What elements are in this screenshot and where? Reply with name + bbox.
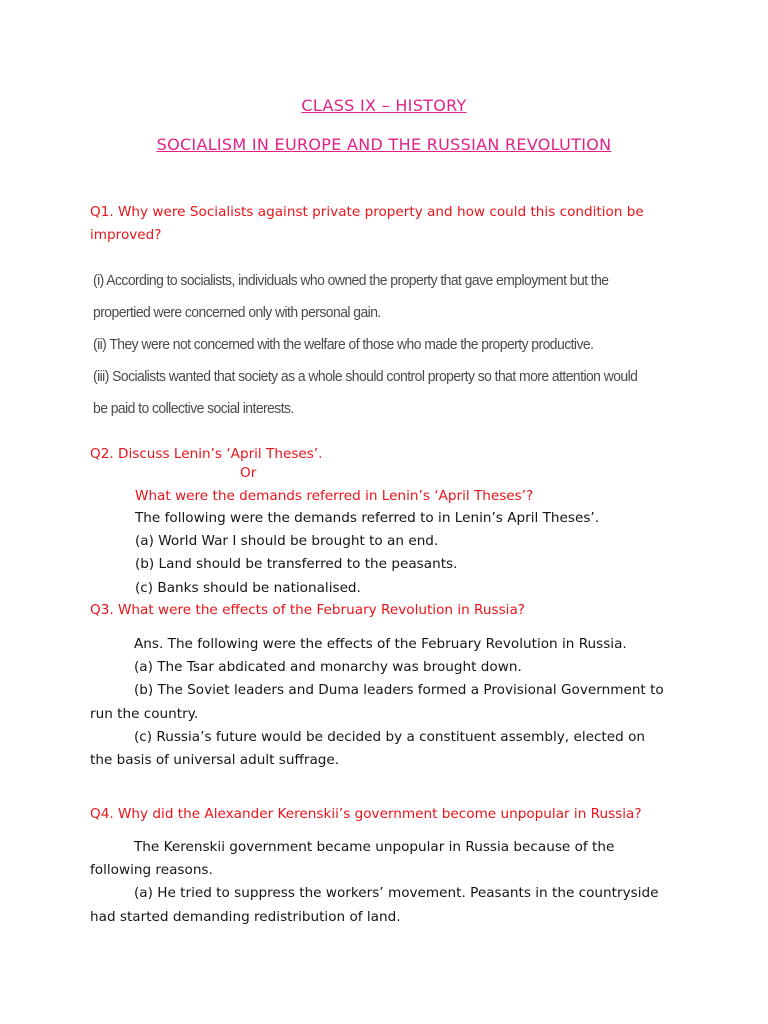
question-2-or: Or xyxy=(240,465,257,481)
answer-3-line: (b) The Soviet leaders and Duma leaders formed a Provisional Government to xyxy=(134,682,664,699)
answer-2-line: (a) World War I should be brought to an end. xyxy=(135,533,439,550)
answer-3-line: Ans. The following were the effects of the February Revolution in Russia. xyxy=(134,636,627,652)
answer-3 xyxy=(90,633,664,772)
answer-2-line: The following were the demands referred to in Lenin’s April Theses’. xyxy=(135,510,600,526)
question-3: Q3. What were the effects of the February Revolution in Russia? xyxy=(90,602,525,618)
answer-4-line: following reasons. xyxy=(90,862,213,879)
question-4: Q4. Why did the Alexander Kerenskii’s government become unpopular in Russia? xyxy=(90,806,642,822)
question-1 xyxy=(90,201,644,247)
class-title: CLASS IX – HISTORY xyxy=(301,96,467,115)
question-1-line-1: Q1. Why were Socialists against private property and how could this condition be xyxy=(90,204,644,220)
answer-1-line: be paid to collective social interests. xyxy=(93,400,294,417)
answer-1-line: (ii) They were not concerned with the welfare of those who made the property productive. xyxy=(93,336,594,353)
answer-2-line: (c) Banks should be nationalised. xyxy=(135,579,361,596)
answer-4-line: had started demanding redistribution of land. xyxy=(90,908,401,925)
answer-3-line: run the country. xyxy=(90,705,199,722)
answer-3-line: (c) Russia’s future would be decided by a constituent assembly, elected on xyxy=(134,728,646,745)
answer-1-image-text xyxy=(93,265,638,425)
answer-1-line: (i) According to socialists, individuals who owned the property that gave employment but the xyxy=(93,272,609,289)
answer-3-line: (a) The Tsar abdicated and monarchy was brought down. xyxy=(134,659,522,676)
question-2: Q2. Discuss Lenin’s ‘April Theses’. xyxy=(90,446,323,462)
answer-1-line: propertied were concerned only with personal gain. xyxy=(93,304,381,321)
answer-2 xyxy=(135,507,599,600)
answer-3-line: the basis of universal adult suffrage. xyxy=(90,752,340,769)
answer-4-line: (a) He tried to suppress the workers’ movement. Peasants in the countryside xyxy=(134,885,659,902)
answer-2-line: (b) Land should be transferred to the peasants. xyxy=(135,556,458,573)
question-2-alt: What were the demands referred in Lenin’s ‘April Theses’? xyxy=(135,488,534,504)
answer-4-line: The Kerenskii government became unpopular in Russia because of the xyxy=(134,839,615,855)
answer-4 xyxy=(90,836,658,929)
question-1-line-2: improved? xyxy=(90,227,162,243)
chapter-title: SOCIALISM IN EUROPE AND THE RUSSIAN REVOLUTION xyxy=(156,135,612,154)
answer-1-line: (iii) Socialists wanted that society as a whole should control property so that more attention would xyxy=(93,368,638,385)
